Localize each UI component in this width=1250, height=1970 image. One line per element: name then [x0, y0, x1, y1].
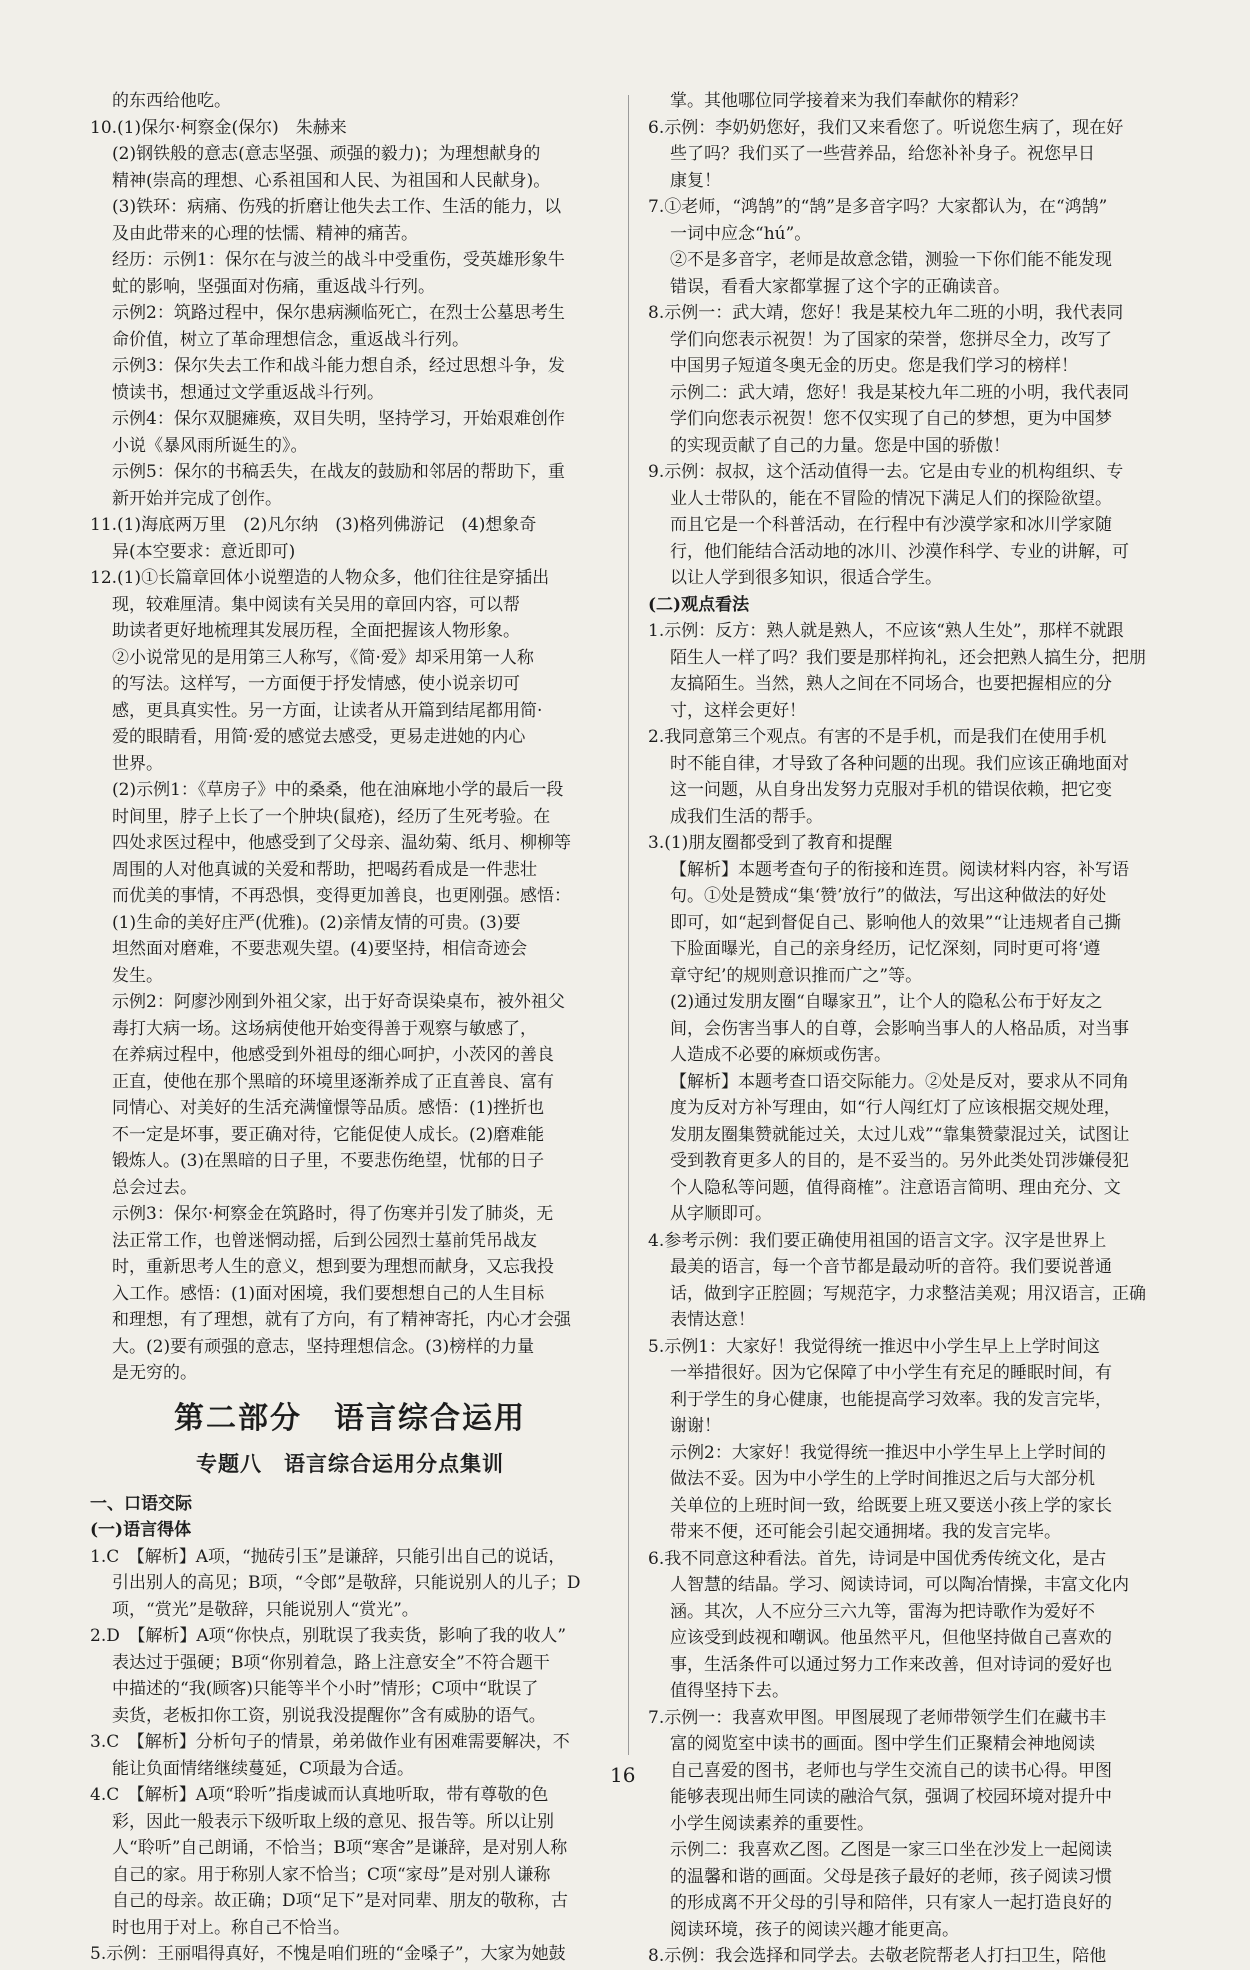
text-line: 的形成离不开父母的引导和陪伴，只有家人一起打造良好的: [670, 1893, 1112, 1913]
text-line: 项，“赏光”是敬辞，只能说别人“赏光”。: [112, 1599, 419, 1620]
text-line: 自己喜爱的图书，老师也与学生交流自己的读书心得。甲图: [670, 1760, 1112, 1781]
text-line: 【解析】本题考查句子的衔接和连贯。阅读材料内容，补写语: [670, 859, 1129, 880]
text-line: 示例3：保尔失去工作和战斗能力想自杀，经过思想斗争，发: [112, 356, 565, 376]
text-line: 带来不便，还可能会引起交通拥堵。我的发言完毕。: [670, 1522, 1061, 1542]
text-line: 现，较难厘清。集中阅读有关吴用的章回内容，可以帮: [112, 594, 520, 615]
text-line: 能让负面情绪继续蔓延，C项最为合适。: [112, 1758, 415, 1779]
text-line: 话，做到字正腔圆；写规范字，力求整洁美观；用汉语言，正确: [670, 1283, 1146, 1304]
text-line: 时也用于对上。称自己不恰当。: [112, 1917, 350, 1938]
text-line: 应该受到歧视和嘲讽。他虽然平凡，但他坚持做自己喜欢的: [670, 1628, 1112, 1648]
subsection-heading: (二)观点看法: [648, 594, 750, 615]
text-line: 示例二：武大靖，您好！我是某校九年二班的小明，我代表同: [670, 382, 1129, 403]
text-line: 命价值，树立了革命理想信念，重返战斗行列。: [112, 329, 469, 350]
text-line: 友搞陌生。当然，熟人之间在不同场合，也要把握相应的分: [670, 674, 1112, 694]
text-line: 3.(1)朋友圈都受到了教育和提醒: [648, 833, 893, 853]
text-line: 1.示例：反方：熟人就是熟人，不应该“熟人生处”，那样不就跟: [648, 621, 1124, 641]
text-line: 最美的语言，每一个音节都是最动听的音符。我们要说普通: [670, 1257, 1112, 1277]
text-line: 7.①老师，“鸿鹄”的“鹄”是多音字吗？大家都认为，在“鸿鹄”: [648, 197, 1108, 217]
text-line: 4.参考示例：我们要正确使用祖国的语言文字。汉字是世界上: [648, 1230, 1107, 1251]
text-line: 而优美的事情，不再恐惧，变得更加善良，也更刚强。感悟：: [112, 886, 571, 906]
text-line: 4.C 【解析】A项“聆听”指虔诚而认真地听取，带有尊敬的色: [90, 1785, 549, 1805]
text-line: 行，他们能结合活动地的冰川、沙漠作科学、专业的讲解，可: [670, 541, 1129, 562]
text-line: (2)通过发朋友圈“自曝家丑”，让个人的隐私公布于好友之: [670, 992, 1103, 1012]
text-line: 入工作。感悟：(1)面对困境，我们要想想自己的人生目标: [112, 1283, 545, 1304]
text-line: 的实现贡献了自己的力量。您是中国的骄傲！: [670, 435, 1010, 456]
text-line: 不一定是坏事，要正确对待，它能促使人成长。(2)磨难能: [112, 1124, 545, 1145]
text-line: 示例5：保尔的书稿丢失，在战友的鼓励和邻居的帮助下，重: [112, 462, 565, 482]
text-line: 事，生活条件可以通过努力工作来改善，但对诗词的爱好也: [670, 1654, 1112, 1675]
text-line: (1)生命的美好庄严(优雅)。(2)亲情友情的可贵。(3)要: [112, 912, 521, 933]
text-line: 人“聆听”自己朗诵，不恰当；B项“寒舍”是谦辞，是对别人称: [112, 1838, 568, 1858]
text-line: 【解析】本题考查口语交际能力。②处是反对，要求从不同角: [670, 1071, 1129, 1092]
text-line: 时，重新思考人生的意义，想到要为理想而献身，又忘我投: [112, 1257, 554, 1277]
text-line: 些了吗？我们买了一些营养品，给您补补身子。祝您早日: [670, 144, 1095, 164]
text-line: 成我们生活的帮手。: [670, 806, 823, 827]
text-line: 愤读书，想通过文学重返战斗行列。: [112, 382, 384, 403]
text-line: 中描述的“我(顾客)只能等半个小时”情形；C项中“耽误了: [112, 1679, 539, 1699]
section-heading: 一、口语交际: [90, 1493, 192, 1514]
text-line: 在养病过程中，他感受到外祖母的细心呵护，小茨冈的善良: [112, 1045, 554, 1065]
text-line: 9.示例：叔叔，这个活动值得一去。它是由专业的机构组织、专: [648, 462, 1124, 482]
text-line: (3)铁环：病痛、伤残的折磨让他失去工作、生活的能力，以: [112, 197, 562, 217]
text-line: 12.(1)①长篇章回体小说塑造的人物众多，他们往往是穿插出: [90, 568, 550, 588]
text-line: 受到教育更多人的目的，是不妥当的。另外此类处罚涉嫌侵犯: [670, 1151, 1129, 1171]
text-line: 间，会伤害当事人的自尊，会影响当事人的人格品质，对当事: [670, 1018, 1129, 1039]
text-line: 小说《暴风雨所诞生的》。: [112, 435, 308, 456]
text-line: 句。①处是赞成“集‘赞’放行”的做法，写出这种做法的好处: [670, 886, 1107, 906]
part-title: 第二部分 语言综合运用: [174, 1400, 526, 1436]
text-line: 是无穷的。: [112, 1363, 197, 1383]
text-line: 的写法。这样写，一方面便于抒发情感，使小说亲切可: [112, 674, 520, 694]
text-line: 错误，看看大家都掌握了这个字的正确读音。: [670, 276, 1010, 297]
text-line: 和理想，有了理想，就有了方向，有了精神寄托，内心才会强: [112, 1310, 571, 1330]
text-line: 示例4：保尔双腿瘫痪，双目失明，坚持学习，开始艰难创作: [112, 409, 565, 429]
text-line: 总会过去。: [112, 1177, 197, 1198]
text-line: 而且它是一个科普活动，在行程中有沙漠学家和冰川学家随: [670, 515, 1112, 535]
text-line: 四处求医过程中，他感受到了父母亲、温幼菊、纸月、柳柳等: [112, 833, 571, 853]
text-line: 的东西给他吃。: [112, 91, 231, 111]
text-line: 富的阅览室中读书的画面。图中学生们正聚精会神地阅读: [670, 1734, 1095, 1754]
text-line: 7.示例一：我喜欢甲图。甲图展现了老师带领学生们在藏书丰: [648, 1707, 1107, 1728]
text-line: (2)示例1：《草房子》中的桑桑，他在油麻地小学的最后一段: [112, 780, 564, 800]
text-line: 发朋友圈集赞就能过关，太过儿戏”“靠集赞蒙混过关，试图让: [670, 1124, 1130, 1145]
text-line: 一词中应念“hú”。: [670, 223, 812, 244]
text-line: 自己的母亲。故正确；D项“足下”是对同辈、朋友的敬称，古: [112, 1891, 569, 1911]
text-line: 11.(1)海底两万里 (2)凡尔纳 (3)格列佛游记 (4)想象奇: [90, 515, 537, 535]
text-line: 中国男子短道冬奥无金的历史。您是我们学习的榜样！: [670, 356, 1078, 376]
text-line: 这一问题，从自身出发努力克服对手机的错误依赖，把它变: [670, 780, 1112, 800]
text-line: 1.C 【解析】A项，“抛砖引玉”是谦辞，只能引出自己的说话，: [90, 1546, 566, 1567]
text-line: 及由此带来的心理的怯懦、精神的痛苦。: [112, 223, 418, 244]
text-line: 学们向您表示祝贺！您不仅实现了自己的梦想，更为中国梦: [670, 409, 1112, 429]
text-line: 以让人学到很多知识，很适合学生。: [670, 568, 942, 588]
text-line: 锻炼人。(3)在黑暗的日子里，不要悲伤绝望，忧郁的日子: [112, 1151, 545, 1171]
text-line: 8.示例一：武大靖，您好！我是某校九年二班的小明，我代表同: [648, 303, 1124, 323]
text-line: 章守纪’的规则意识推而广之”等。: [670, 965, 923, 986]
text-line: 值得坚持下去。: [670, 1681, 789, 1701]
right-answers-block: [648, 88, 1168, 1970]
text-line: 助读者更好地梳理其发展历程，全面把握该人物形象。: [112, 621, 520, 641]
text-line: 引出别人的高见；B项，“令郎”是敬辞，只能说别人的儿子；D: [112, 1573, 581, 1593]
text-line: 的温馨和谐的画面。父母是孩子最好的老师，孩子阅读习惯: [670, 1866, 1112, 1887]
text-line: 业人士带队的，能在不冒险的情况下满足人们的探险欲望。: [670, 488, 1112, 509]
text-line: 掌。其他哪位同学接着来为我们奉献你的精彩？: [670, 91, 1027, 111]
text-line: 利于学生的身心健康，也能提高学习效率。我的发言完毕，: [670, 1389, 1112, 1410]
text-line: 6.我不同意这种看法。首先，诗词是中国优秀传统文化，是古: [648, 1548, 1107, 1569]
text-line: 一举措很好。因为它保障了中小学生有充足的睡眠时间，有: [670, 1363, 1112, 1383]
text-line: 示例3：保尔·柯察金在筑路时，得了伤寒并引发了肺炎，无: [112, 1204, 554, 1224]
text-line: 示例2：筑路过程中，保尔患病濒临死亡，在烈士公墓思考生: [112, 303, 565, 323]
text-line: 陌生人一样了吗？我们要是那样拘礼，还会把熟人搞生分，把朋: [670, 647, 1146, 668]
text-line: ②不是多音字，老师是故意念错，测验一下你们能不能发现: [670, 250, 1112, 270]
text-line: 新开始并完成了创作。: [112, 488, 282, 509]
text-line: 周围的人对他真诚的关爱和帮助，把喝药看成是一件悲壮: [112, 859, 537, 880]
text-line: 爱的眼睛看，用简·爱的感觉去感受，更易走进她的内心: [112, 727, 526, 747]
text-line: 经历：示例1：保尔在与波兰的战斗中受重伤，受英雄形象牛: [112, 250, 565, 270]
text-line: 时间里，脖子上长了一个肿块(鼠疮)，经历了生死考验。在: [112, 806, 551, 827]
text-line: 10.(1)保尔·柯察金(保尔) 朱赫来: [90, 117, 347, 138]
text-line: 康复！: [670, 170, 721, 191]
text-line: 5.示例1：大家好！我觉得统一推迟中小学生早上上学时间这: [648, 1336, 1101, 1357]
text-line: 示例二：我喜欢乙图。乙图是一家三口坐在沙发上一起阅读: [670, 1840, 1112, 1860]
column-divider: [628, 95, 629, 1755]
left-after-block: [90, 1544, 610, 1968]
text-line: 彩，因此一般表示下级听取上级的意见、报告等。所以让别: [112, 1811, 554, 1832]
text-line: 法正常工作，也曾迷惘动摇，后到公园烈士墓前凭吊战友: [112, 1230, 537, 1251]
left-column: [90, 88, 610, 1968]
subsection-heading: (一)语言得体: [90, 1520, 192, 1540]
text-line: 虻的影响，坚强面对伤痛，重返战斗行列。: [112, 276, 435, 297]
text-line: 3.C 【解析】分析句子的情景，弟弟做作业有困难需要解决，不: [90, 1732, 570, 1752]
text-line: 感，更具真实性。另一方面，让读者从开篇到结尾都用简·: [112, 700, 543, 721]
text-line: 从字顺即可。: [670, 1204, 772, 1224]
text-line: 发生。: [112, 965, 163, 986]
page-number: 16: [610, 1763, 636, 1787]
text-line: 学们向您表示祝贺！为了国家的荣誉，您拼尽全力，改写了: [670, 329, 1112, 350]
text-line: 毒打大病一场。这场病使他开始变得善于观察与敏感了，: [112, 1018, 537, 1039]
text-line: 表情达意！: [670, 1310, 755, 1330]
text-line: 大。(2)要有顽强的意志，坚持理想信念。(3)榜样的力量: [112, 1336, 535, 1357]
text-line: 精神(崇高的理想、心系祖国和人民、为祖国和人民献身)。: [112, 170, 551, 191]
text-line: 示例2：阿廖沙刚到外祖父家，出于好奇误染桌布，被外祖父: [112, 992, 565, 1012]
text-line: 2.D 【解析】A项“你快点，别耽误了我卖货，影响了我的收人”: [90, 1626, 567, 1646]
text-line: 6.示例：李奶奶您好，我们又来看您了。听说您生病了，现在好: [648, 117, 1124, 138]
left-answers-block: [90, 88, 610, 1387]
text-line: 表达过于强硬；B项“你别着急，路上注意安全”不符合题干: [112, 1652, 550, 1673]
text-line: 8.示例：我会选择和同学去。去敬老院帮老人打扫卫生，陪他: [648, 1946, 1107, 1966]
text-line: 度为反对方补写理由，如“行人闯红灯了应该根据交规处理，: [670, 1098, 1121, 1118]
text-line: 阅读环境，孩子的阅读兴趣才能更高。: [670, 1919, 959, 1940]
text-line: 坦然面对磨难，不要悲观失望。(4)要坚持，相信奇迹会: [112, 939, 528, 959]
text-line: 下脸面曝光，自己的亲身经历，记忆深刻，同时更可将‘遵: [670, 939, 1101, 959]
text-line: 卖货，老板扣你工资，别说我没提醒你”含有威胁的语气。: [112, 1705, 546, 1726]
text-line: 正直，使他在那个黑暗的环境里逐渐养成了正直善良、富有: [112, 1071, 554, 1092]
text-line: 即可，如“起到督促自己、影响他人的效果”“让违规者自己撕: [670, 912, 1122, 933]
text-line: 示例2：大家好！我觉得统一推迟中小学生早上上学时间的: [670, 1442, 1106, 1463]
text-line: 世界。: [112, 753, 163, 774]
text-line: 个人隐私等问题，值得商榷”。注意语言简明、理由充分、文: [670, 1177, 1121, 1198]
text-line: 谢谢！: [670, 1416, 721, 1436]
text-line: 自己的家。用于称别人家不恰当；C项“家母”是对别人谦称: [112, 1864, 551, 1885]
text-line: 涵。其次，人不应分三六九等，雷海为把诗歌作为爱好不: [670, 1601, 1095, 1622]
text-line: ②小说常见的是用第三人称写，《简·爱》却采用第一人称: [112, 647, 534, 668]
text-line: 寸，这样会更好！: [670, 700, 806, 721]
text-line: 人造成不必要的麻烦或伤害。: [670, 1045, 891, 1065]
text-line: 时不能自律，才导致了各种问题的出现。我们应该正确地面对: [670, 753, 1129, 774]
text-line: 5.示例：王丽唱得真好，不愧是咱们班的“金嗓子”，大家为她鼓: [90, 1944, 566, 1964]
text-line: 同情心、对美好的生活充满憧憬等品质。感悟：(1)挫折也: [112, 1098, 545, 1118]
right-column: [648, 88, 1168, 1970]
text-line: (2)钢铁般的意志(意志坚强、顽强的毅力)；为理想献身的: [112, 144, 541, 164]
text-line: 人智慧的结晶。学习、阅读诗词，可以陶冶情操，丰富文化内: [670, 1575, 1129, 1595]
text-line: 能够表现出师生同读的融洽气氛，强调了校园环境对提升中: [670, 1787, 1112, 1807]
text-line: 做法不妥。因为中小学生的上学时间推迟之后与大部分机: [670, 1469, 1095, 1489]
text-line: 2.我同意第三个观点。有害的不是手机，而是我们在使用手机: [648, 727, 1107, 747]
text-line: 关单位的上班时间一致，给既要上班又要送小孩上学的家长: [670, 1495, 1112, 1516]
text-line: 异(本空要求：意近即可): [112, 541, 296, 562]
text-line: 小学生阅读素养的重要性。: [670, 1813, 874, 1834]
topic-title: 专题八 语言综合运用分点集训: [196, 1450, 504, 1476]
